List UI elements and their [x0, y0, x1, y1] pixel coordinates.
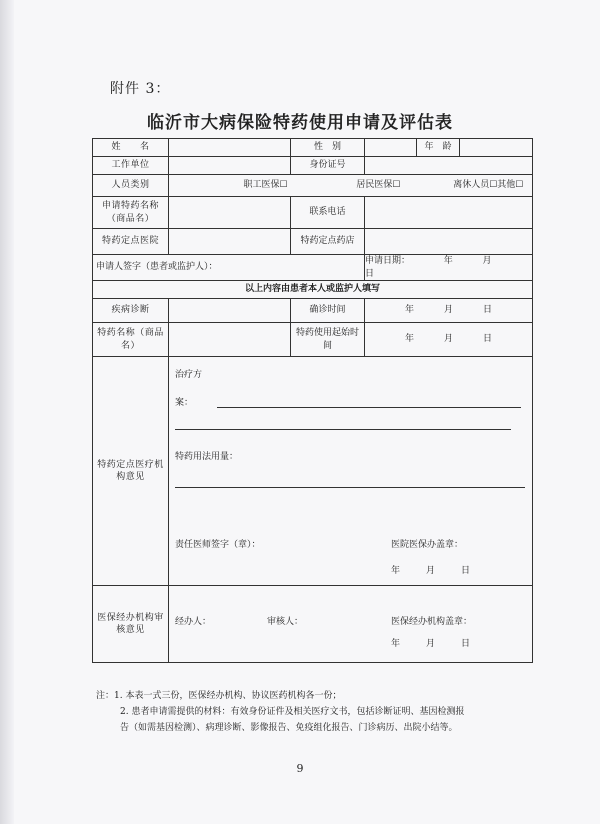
hospital-field[interactable]	[169, 229, 291, 255]
handler-label: 经办人：	[175, 617, 212, 627]
age-label: 年 龄	[417, 139, 460, 157]
apply-date-month: 月	[482, 256, 492, 267]
row-diagnosis	[93, 299, 533, 323]
drug-name-field[interactable]	[169, 197, 291, 229]
row-drug-name	[93, 197, 533, 229]
opinion-day: 日	[461, 566, 471, 576]
insurance-review-area	[169, 586, 533, 663]
treatment-plan-label-2: 案：	[175, 398, 194, 408]
note-2: 2. 患者申请需提供的材料：有效身份证件及相关医疗文书，包括诊断证明、基因检测报	[120, 707, 465, 717]
row-hospital-pharmacy	[93, 229, 533, 255]
patient-section-note: 以上内容由患者本人或监护人填写	[93, 281, 533, 299]
opinion-year: 年	[391, 566, 401, 576]
review-year: 年	[391, 639, 401, 649]
gender-label: 性 别	[291, 139, 365, 157]
age-field[interactable]	[460, 139, 533, 157]
option-retired-other[interactable]: 离休人员☐其他☐	[453, 180, 524, 191]
page-number: 9	[296, 762, 304, 775]
apply-date-label: 申请日期：	[365, 256, 411, 267]
confirm-month: 月	[444, 305, 454, 316]
name-label: 姓 名	[93, 139, 169, 157]
apply-date-year: 年	[443, 256, 453, 267]
start-month: 月	[444, 334, 454, 345]
form-title: 临沂市大病保险特药使用申请及评估表	[147, 113, 453, 133]
row-patient-section	[93, 281, 533, 299]
drug-name2-label: 特药名称（商品名）	[93, 323, 169, 357]
pharmacy-label: 特药定点药店	[291, 229, 365, 255]
row-name	[93, 139, 533, 157]
review-month: 月	[426, 639, 436, 649]
row-signature	[93, 255, 533, 281]
row-hospital-opinion	[93, 357, 533, 586]
doctor-signature-label: 责任医师签字（章）：	[175, 540, 261, 550]
attachment-label: 附件 3：	[110, 81, 171, 97]
hospital-opinion-label: 特药定点医疗机构意见	[93, 357, 169, 586]
phone-label: 联系电话	[291, 197, 365, 229]
id-number-label: 身份证号	[291, 157, 365, 175]
row-insurance-review	[93, 586, 533, 663]
insurance-review-label: 医保经办机构审核意见	[93, 586, 169, 663]
application-form-table	[92, 138, 533, 663]
person-type-label: 人员类别	[93, 175, 169, 197]
confirm-time-field[interactable]	[365, 299, 533, 323]
row-drug-start	[93, 323, 533, 357]
row-person-type	[93, 175, 533, 197]
confirm-day: 日	[483, 305, 493, 316]
applicant-signature-label: 申请人签字（患者或监护人）：	[93, 255, 365, 281]
hospital-opinion-area	[169, 357, 533, 586]
gender-field[interactable]	[365, 139, 417, 157]
pharmacy-field[interactable]	[365, 229, 533, 255]
drug-name-label: 申请特药名称（商品名）	[93, 197, 169, 229]
start-time-field[interactable]	[365, 323, 533, 357]
name-field[interactable]	[169, 139, 291, 157]
drug-name2-field[interactable]	[169, 323, 291, 357]
start-time-label: 特药使用起始时间	[291, 323, 365, 357]
note-3: 告（如需基因检测）、病理诊断、影像报告、免疫组化报告、门诊病历、出院小结等。	[120, 723, 458, 733]
person-type-options	[169, 175, 533, 197]
dosage-line[interactable]	[175, 487, 525, 488]
confirm-time-label: 确诊时间	[291, 299, 365, 323]
option-resident-insurance[interactable]: 居民医保☐	[356, 180, 401, 191]
hospital-seal-label: 医院医保办盖章：	[391, 540, 464, 550]
dosage-label: 特药用法用量：	[175, 452, 239, 462]
auditor-label: 审核人：	[267, 617, 304, 627]
hospital-label: 特药定点医院	[93, 229, 169, 255]
option-employee-insurance[interactable]: 职工医保☐	[243, 180, 288, 191]
start-day: 日	[483, 334, 493, 345]
row-employer	[93, 157, 533, 175]
treatment-plan-line-2[interactable]	[175, 429, 511, 430]
opinion-month: 月	[426, 566, 436, 576]
opinion-date	[391, 565, 470, 577]
apply-date-day: 日	[365, 268, 375, 279]
form-notes	[96, 688, 536, 736]
diagnosis-field[interactable]	[169, 299, 291, 323]
diagnosis-label: 疾病诊断	[93, 299, 169, 323]
id-number-field[interactable]	[365, 157, 533, 175]
apply-date-cell	[365, 255, 533, 281]
start-year: 年	[405, 334, 415, 345]
insurance-seal-label: 医保经办机构盖章：	[391, 617, 473, 627]
phone-field[interactable]	[365, 197, 533, 229]
treatment-plan-label-1: 治疗方	[175, 370, 203, 380]
note-1: 注：1. 本表一式三份，医保经办机构、协议医药机构各一份；	[96, 691, 342, 701]
employer-field[interactable]	[169, 157, 291, 175]
review-date	[391, 638, 470, 650]
confirm-year: 年	[405, 305, 415, 316]
treatment-plan-line-1[interactable]	[217, 407, 521, 408]
review-day: 日	[461, 639, 471, 649]
employer-label: 工作单位	[93, 157, 169, 175]
